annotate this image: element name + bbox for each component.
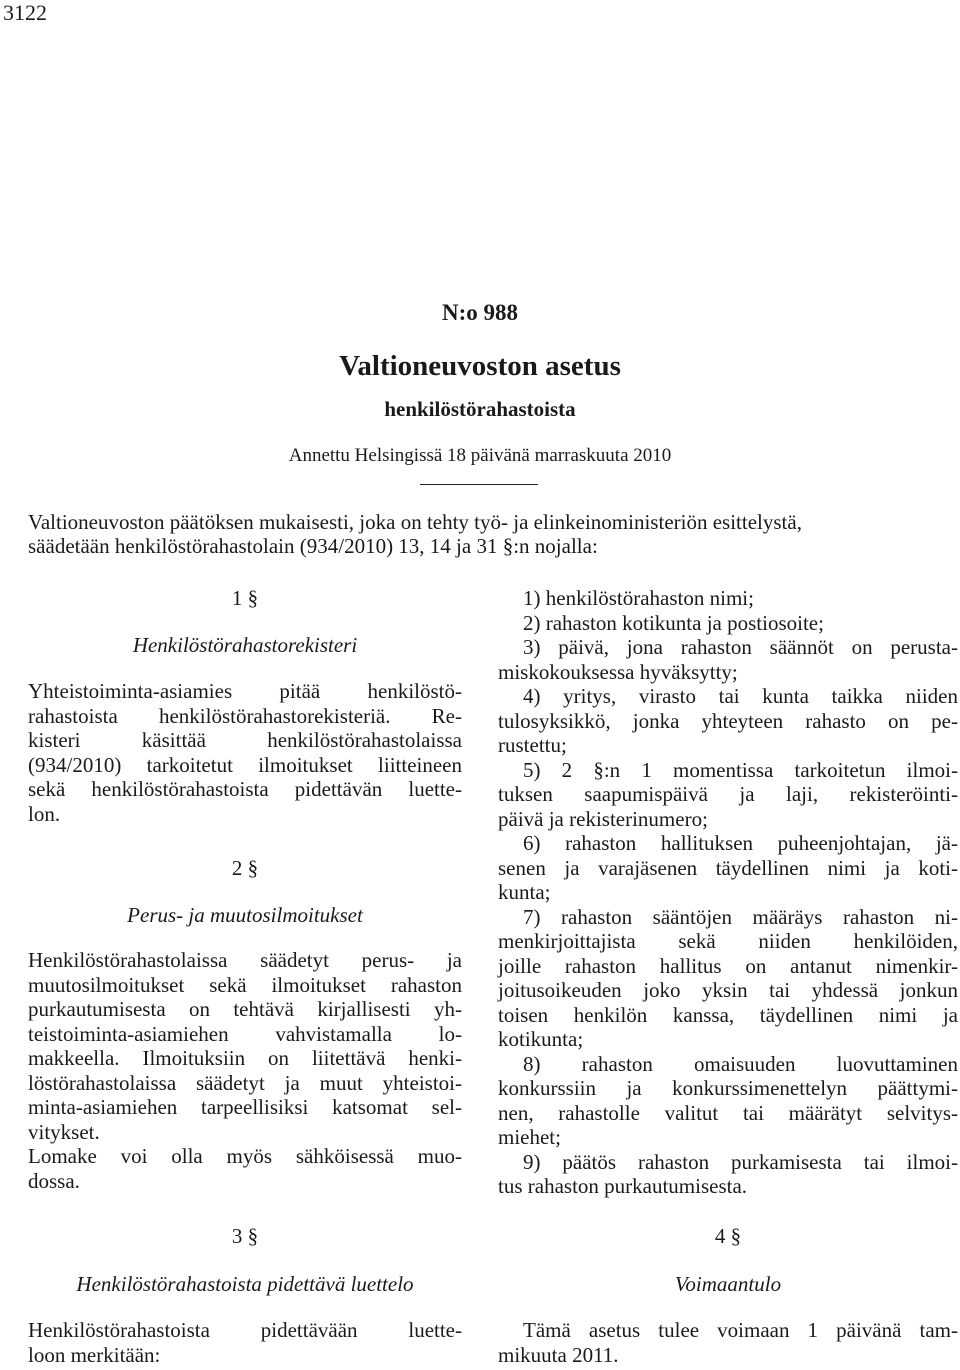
list-item-cont: tulosyksikkö, jonka yhteyteen rahasto on pe- bbox=[498, 708, 958, 733]
text-line: Henkilöstörahastoista pidettävään luette- bbox=[28, 1318, 462, 1342]
section-2-heading: 2 § bbox=[231, 856, 259, 880]
page-number: 3122 bbox=[3, 0, 47, 25]
section-3-title: Henkilöstörahastoista pidettävä luettelo bbox=[76, 1271, 414, 1296]
list-item-cont: miskokouksessa hyväksytty; bbox=[498, 659, 738, 684]
list-item-cont: menkirjoittajista sekä niiden henkilöiden, bbox=[498, 929, 958, 953]
text-line: minta-asiamiehen tarpeellisiksi katsomat sel- bbox=[28, 1095, 462, 1119]
list-item: 6) rahaston hallituksen puheenjohtajan, jä- bbox=[523, 831, 958, 855]
section-1-text bbox=[28, 679, 462, 826]
text-line: makkeella. Ilmoituksiin on liitettävä henki- bbox=[28, 1046, 462, 1070]
text-line: mikuuta 2011. bbox=[498, 1342, 619, 1367]
section-4-heading: 4 § bbox=[714, 1224, 742, 1248]
section-4-text bbox=[498, 1318, 958, 1367]
left-column bbox=[28, 586, 462, 826]
section-2-text bbox=[28, 948, 462, 1193]
list-item: 8) rahaston omaisuuden luovuttaminen bbox=[523, 1051, 958, 1076]
statute-title: Valtioneuvoston asetus bbox=[339, 350, 621, 382]
preamble-line: säädetään henkilöstörahastolain (934/2010) 13, 14 ja 31 §:n nojalla: bbox=[28, 534, 598, 558]
text-line: loon merkitään: bbox=[28, 1342, 161, 1367]
list-item-cont: kotikunta; bbox=[498, 1027, 584, 1051]
text-line: rahastoista henkilöstörahastorekisteriä. Re- bbox=[28, 703, 462, 728]
left-column-s2 bbox=[28, 856, 462, 1193]
text-line: löstörahastolaissa säädetyt ja muut yhteistoi- bbox=[28, 1070, 462, 1095]
section-3-text bbox=[28, 1318, 462, 1367]
register-list bbox=[498, 586, 958, 1199]
text-line: purkautumisesta on tehtävä kirjallisesti yh- bbox=[28, 997, 462, 1021]
list-item-cont: konkurssiin ja konkurssimenettelyn päättymi- bbox=[498, 1076, 958, 1100]
list-item-cont: senen ja varajäsenen täydellinen nimi ja koti- bbox=[498, 855, 958, 880]
text-line: vitykset. bbox=[28, 1119, 100, 1144]
list-item-cont: joitusoikeuden joko yksin tai yhdessä jonkun bbox=[498, 978, 958, 1002]
right-column-s4 bbox=[498, 1224, 958, 1367]
list-item: 4) yritys, virasto tai kunta taikka niiden bbox=[523, 684, 958, 708]
text-line: dossa. bbox=[28, 1168, 80, 1193]
list-item-cont: tus rahaston purkautumisesta. bbox=[498, 1174, 748, 1198]
section-2-title: Perus- ja muutosilmoitukset bbox=[127, 902, 363, 927]
text-line: muutosilmoitukset sekä ilmoitukset rahaston bbox=[28, 972, 462, 997]
section-3-heading: 3 § bbox=[231, 1224, 259, 1248]
text-line: Tämä asetus tulee voimaan 1 päivänä tam- bbox=[523, 1318, 958, 1342]
text-line: teistoiminta-asiamiehen vahvistamalla lo- bbox=[28, 1021, 462, 1046]
list-item: 2) rahaston kotikunta ja postiosoite; bbox=[523, 610, 824, 635]
list-item-cont: miehet; bbox=[498, 1125, 561, 1149]
list-item: 3) päivä, jona rahaston säännöt on perusta- bbox=[523, 635, 958, 659]
list-item-cont: joille rahaston hallitus on antanut nimenkir- bbox=[498, 953, 958, 978]
divider bbox=[420, 484, 538, 485]
text-line: lon. bbox=[28, 801, 61, 826]
text-line: Henkilöstörahastolaissa säädetyt perus- ja bbox=[28, 948, 462, 972]
list-item-cont: päivä ja rekisterinumero; bbox=[498, 806, 708, 831]
issued-date: Annettu Helsingissä 18 päivänä marraskuuta 2010 bbox=[288, 445, 672, 466]
list-item-cont: nen, rahastolle valitut tai määrätyt selvitys- bbox=[498, 1100, 958, 1125]
section-4-title: Voimaantulo bbox=[674, 1271, 782, 1296]
text-line: (934/2010) tarkoitetut ilmoitukset liitteineen bbox=[28, 752, 462, 777]
list-item: 1) henkilöstörahaston nimi; bbox=[523, 586, 754, 610]
list-item: 7) rahaston sääntöjen määräys rahaston ni- bbox=[523, 904, 958, 929]
list-item-cont: rustettu; bbox=[498, 733, 567, 757]
list-item-cont: tuksen saapumispäivä ja laji, rekisteröinti- bbox=[498, 782, 958, 806]
statute-subtitle: henkilöstörahastoista bbox=[384, 397, 576, 421]
text-line: kisteri käsittää henkilöstörahastolaissa bbox=[28, 728, 462, 752]
list-item: 5) 2 §:n 1 momentissa tarkoitetun ilmoi- bbox=[523, 757, 958, 782]
list-item-cont: toisen henkilön kanssa, täydellinen nimi ja bbox=[498, 1002, 958, 1027]
left-column-s3 bbox=[28, 1224, 462, 1367]
preamble-line: Valtioneuvoston päätöksen mukaisesti, joka on tehty työ- ja elinkeinoministeriön esittelystä, bbox=[28, 510, 802, 534]
preamble bbox=[28, 510, 960, 558]
statute-number: N:o 988 bbox=[441, 300, 519, 325]
list-item: 9) päätös rahaston purkamisesta tai ilmoi- bbox=[523, 1149, 958, 1174]
list-item-cont: kunta; bbox=[498, 880, 551, 904]
text-line: Lomake voi olla myös sähköisessä muo- bbox=[28, 1144, 462, 1168]
text-line: sekä henkilöstörahastoista pidettävän luette- bbox=[28, 777, 462, 801]
section-1-heading: 1 § bbox=[231, 586, 259, 610]
section-1-title: Henkilöstörahastorekisteri bbox=[132, 632, 358, 657]
text-line: Yhteistoiminta-asiamies pitää henkilöstö- bbox=[28, 679, 462, 703]
